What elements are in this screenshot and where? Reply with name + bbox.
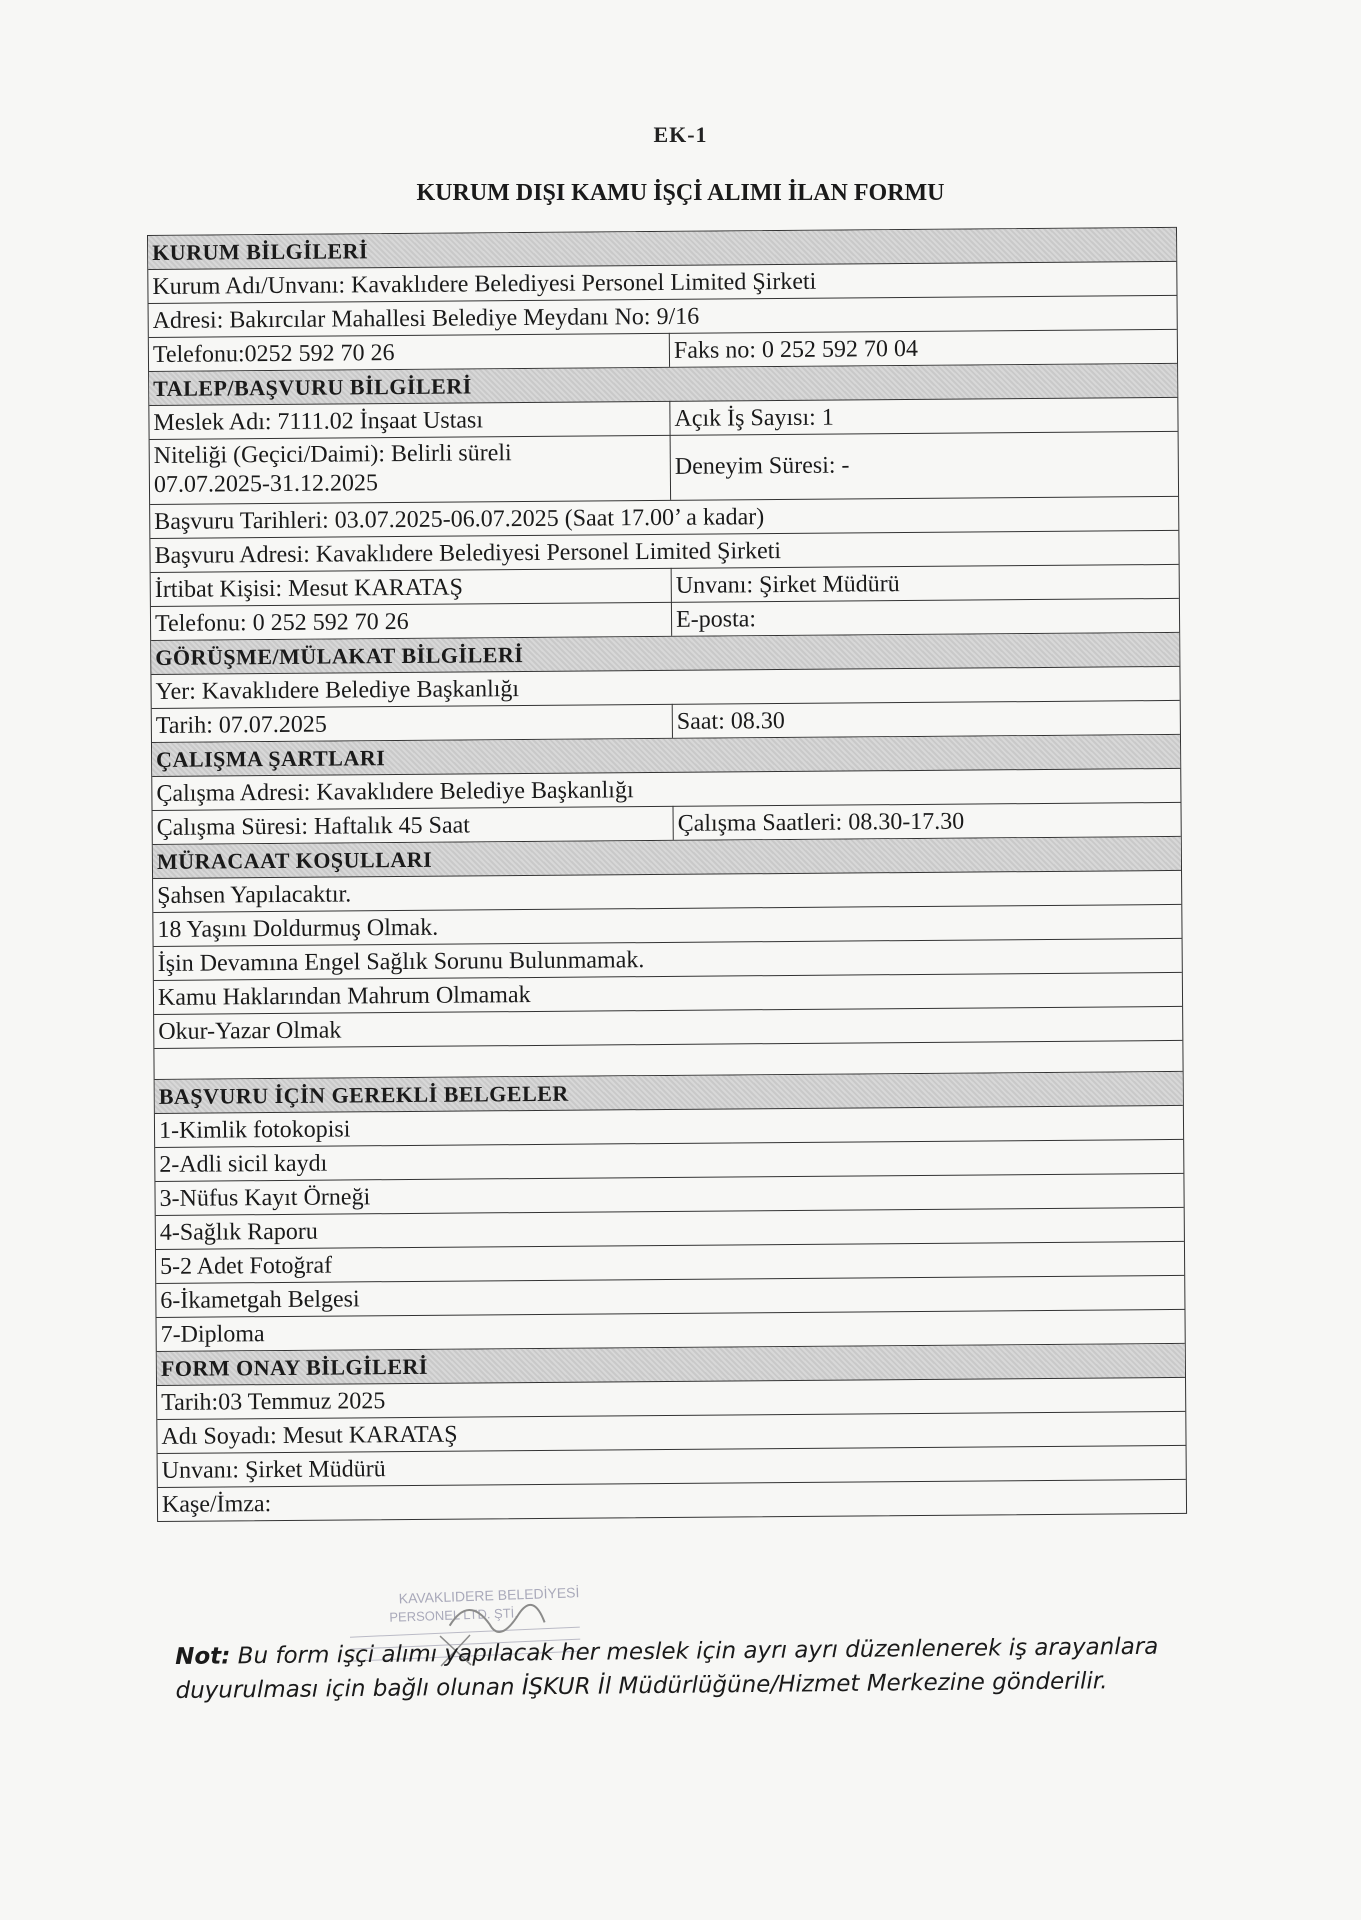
nitelik-row (150, 432, 1178, 505)
onay-tarih: Tarih:03 Temmuz 2025 (161, 1388, 386, 1416)
muracaat-kosulu: İşin Devamına Engel Sağlık Sorunu Bulunmamak. (157, 947, 645, 977)
nitelik (150, 435, 671, 504)
gorusme-yer: Yer: Kavaklıdere Belediye Başkanlığı (155, 676, 520, 705)
gerekli-belge: 7-Diploma (160, 1321, 265, 1348)
meslek-adi: Meslek Adı: 7111.02 İnşaat Ustası (149, 401, 670, 439)
gorusme-saat: Saat: 08.30 (676, 708, 785, 735)
calisma-suresi: Çalışma Süresi: Haftalık 45 Saat (153, 806, 674, 844)
gerekli-belge: 2-Adli sicil kaydı (159, 1150, 328, 1178)
gerekli-belge: 6-İkametgah Belgesi (160, 1286, 360, 1314)
stamp-line-2: PERSONEL LTD. ŞTİ. (389, 1605, 519, 1625)
section-title: GÖRÜŞME/MÜLAKAT BİLGİLERİ (155, 642, 524, 670)
irtibat-unvan: Unvanı: Şirket Müdürü (675, 571, 900, 599)
kurum-adres: Adresi: Bakırcılar Mahallesi Belediye Meydanı No: 9/16 (152, 303, 700, 334)
gorusme-tarih: Tarih: 07.07.2025 (152, 704, 673, 742)
gerekli-belge: 4-Sağlık Raporu (159, 1218, 318, 1246)
note-label: Not: (175, 1643, 231, 1670)
section-title: TALEP/BAŞVURU BİLGİLERİ (153, 373, 472, 401)
form-title: KURUM DIŞI KAMU İŞÇİ ALIMI İLAN FORMU (416, 180, 945, 206)
muracaat-kosulu: Şahsen Yapılacaktır. (157, 881, 352, 909)
annex-label: EK-1 (653, 122, 708, 147)
form-note (175, 1629, 1216, 1708)
stamp-line-1: KAVAKLIDERE BELEDİYESİ (398, 1584, 580, 1607)
kurum-faks: Faks no: 0 252 592 70 04 (673, 335, 919, 364)
note-text: Bu form işçi alımı yapılacak her meslek için ayrı ayrı düzenlenerek iş arayanlara duyurulması için bağlı olunan İŞKUR İl Müdürlüğüne/Hizmet Merkezine gönderilir. (175, 1633, 1159, 1704)
section-title: MÜRACAAT KOŞULLARI (156, 846, 433, 874)
irtibat-kisisi: İrtibat Kişisi: Mesut KARATAŞ (151, 568, 672, 606)
muracaat-kosulu: Kamu Haklarından Mahrum Olmamak (157, 982, 531, 1011)
gerekli-belge: 5-2 Adet Fotoğraf (160, 1252, 333, 1280)
calisma-adresi: Çalışma Adresi: Kavaklıdere Belediye Başkanlığı (156, 777, 634, 807)
onay-unvan: Unvanı: Şirket Müdürü (161, 1456, 386, 1484)
section-title: KURUM BİLGİLERİ (152, 238, 369, 265)
section-title: FORM ONAY BİLGİLERİ (160, 1353, 429, 1381)
kurum-adi: Kurum Adı/Unvanı: Kavaklıdere Belediyesi Personel Limited Şirketi (152, 268, 817, 300)
section-title: ÇALIŞMA ŞARTLARI (156, 745, 386, 772)
gerekli-belge: 3-Nüfus Kayıt Örneği (159, 1184, 371, 1212)
basvuru-adresi: Başvuru Adresi: Kavaklıdere Belediyesi Personel Limited Şirketi (154, 538, 782, 569)
gerekli-belge: 1-Kimlik fotokopisi (158, 1116, 351, 1144)
deneyim-suresi: Deneyim Süresi: - (674, 452, 850, 480)
calisma-saatleri: Çalışma Saatleri: 08.30-17.30 (677, 808, 965, 837)
nitelik-line-2: 07.07.2025-31.12.2025 (153, 470, 379, 498)
job-posting-form (147, 227, 1187, 1522)
kase-imza-row (158, 1480, 1186, 1521)
talep-eposta: E-posta: (675, 606, 757, 633)
acik-is-sayisi: Açık İş Sayısı: 1 (674, 404, 834, 432)
talep-telefon: Telefonu: 0 252 592 70 26 (151, 602, 672, 640)
muracaat-kosulu: Okur-Yazar Olmak (158, 1017, 342, 1045)
kase-imza: Kaşe/İmza: (161, 1491, 272, 1518)
nitelik-line-1: Niteliği (Geçici/Daimi): Belirli süreli (153, 440, 512, 469)
onay-adi-soyadi: Adı Soyadı: Mesut KARATAŞ (161, 1421, 458, 1450)
kurum-telefon: Telefonu:0252 592 70 26 (149, 333, 670, 371)
section-title: BAŞVURU İÇİN GEREKLİ BELGELER (158, 1080, 569, 1109)
basvuru-tarihleri: Başvuru Tarihleri: 03.07.2025-06.07.2025 (Saat 17.00’ a kadar) (154, 504, 765, 535)
muracaat-kosulu: 18 Yaşını Doldurmuş Olmak. (157, 914, 439, 943)
